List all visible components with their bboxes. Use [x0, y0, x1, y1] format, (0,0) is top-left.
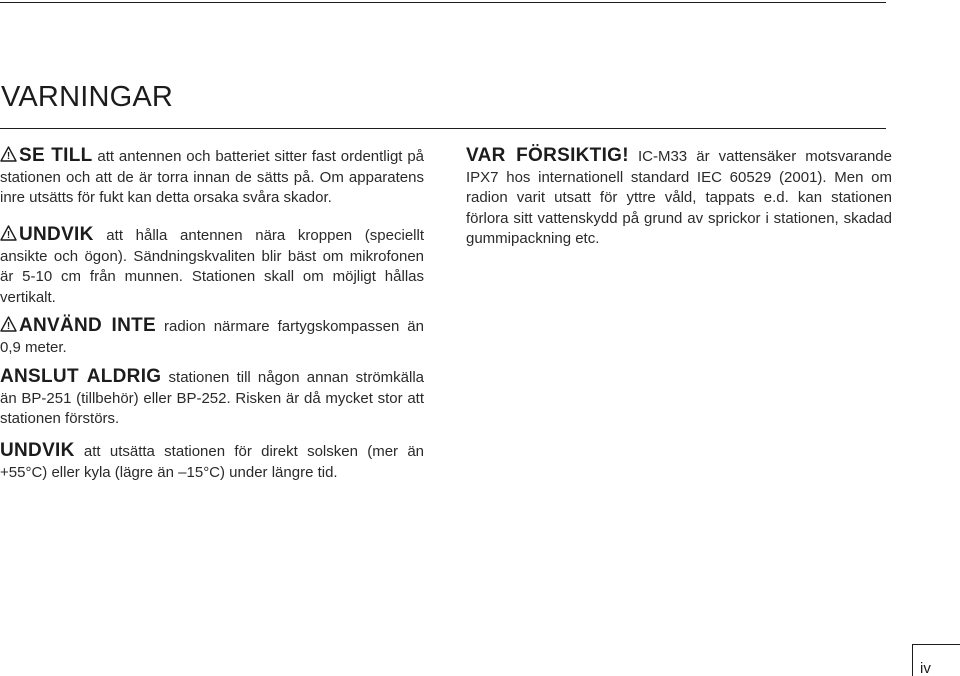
paragraph-text: radion närmare fartygskompassen än 0,9 meter. — [0, 318, 424, 356]
paragraph-lead: ANSLUT ALDRIG — [0, 366, 162, 387]
caution-paragraph — [0, 367, 424, 430]
svg-text:!: ! — [6, 230, 11, 241]
paragraph-lead: UNDVIK — [19, 224, 94, 245]
title-rule — [0, 128, 886, 129]
paragraph-text: att antennen och batteriet sitter fast ordentligt på stationen och att de är torra innan de sätts på. Om apparatens inre utsätts för fukt kan detta orsaka svåra skador. — [0, 148, 424, 207]
warning-paragraph — [0, 316, 424, 358]
section-title: VARNINGAR — [1, 81, 174, 113]
warning-triangle-icon — [0, 146, 17, 162]
warning-triangle-icon — [0, 225, 17, 241]
warning-paragraph — [0, 225, 424, 308]
paragraph-text: stationen till någon annan strömkälla än BP-251 (tillbehör) eller BP-252. Risken är då mycket stor att stationen förstörs. — [0, 369, 425, 428]
paragraph-text: att hålla antennen nära kroppen (speciellt ansikte och ögon). Sändningskvaliten blir bäst om mikrofonen är 5-10 cm från munnen. Stationen skall om möjligt hållas vertikalt. — [0, 227, 424, 306]
caution-paragraph — [0, 441, 424, 483]
svg-text:!: ! — [6, 321, 11, 332]
paragraph-text: IC-M33 är vattensäker motsvarande IPX7 hos internationell standard IEC 60529 (2001). Men om radion varit utsatt för yttre våld, tappats e.d. kan stationen förlora sitt vattenskydd på grund av sprickor i stationen, skadad gummipackning etc. — [466, 148, 892, 248]
paragraph-lead: UNDVIK — [0, 440, 75, 461]
paragraph-lead: ANVÄND INTE — [19, 315, 156, 336]
page-number: iv — [920, 660, 931, 676]
paragraph-lead: VAR FÖRSIKTIG! — [466, 145, 629, 166]
warning-paragraph — [0, 146, 424, 209]
top-rule — [0, 2, 886, 3]
paragraph-lead: SE TILL — [19, 145, 93, 166]
svg-text:!: ! — [6, 151, 11, 162]
caution-paragraph — [466, 146, 892, 250]
warning-triangle-icon — [0, 316, 17, 332]
paragraph-text: att utsätta stationen för direkt solsken (mer än +55°C) eller kyla (lägre än –15°C) under längre tid. — [0, 443, 424, 481]
